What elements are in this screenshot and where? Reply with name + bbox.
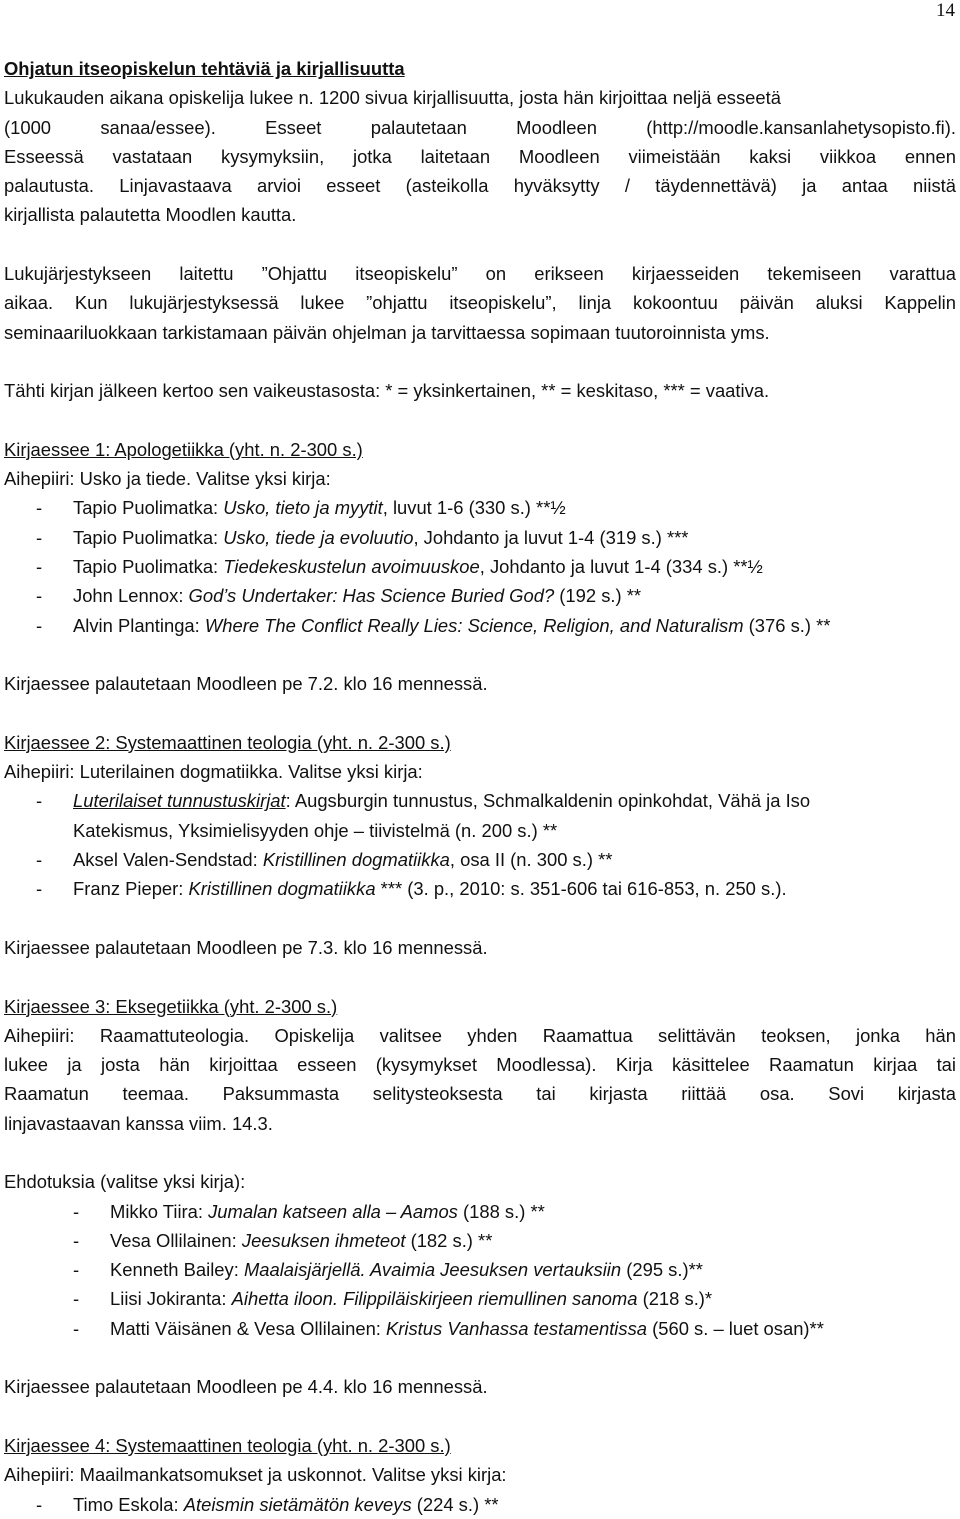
list-item: - Mikko Tiira: Jumalan katseen alla – Aamos (188 s.) **: [73, 1200, 545, 1222]
list-item: - Alvin Plantinga: Where The Conflict Really Lies: Science, Religion, and Naturalism (376 s.) **: [36, 614, 831, 636]
document-body: [4, 54, 956, 1519]
list-item: - Matti Väisänen & Vesa Ollilainen: Kristus Vanhassa testamentissa (560 s. – luet osan)**: [73, 1317, 824, 1339]
paragraph-line: seminaariluokkaan tarkistamaan päivän ohjelman ja tarvittaessa sopimaan tuutoroinnista yms.: [4, 321, 770, 343]
essay3-deadline: Kirjaessee palautetaan Moodleen pe 4.4. klo 16 mennessä.: [4, 1376, 488, 1398]
paragraph-line: Aihepiiri: Raamattuteologia. Opiskelija valitsee yhden Raamattua selittävän teoksen, jonka hän: [4, 1024, 956, 1046]
paragraph-line: (1000 sanaa/essee). Esseet palautetaan Moodleen (http://moodle.kansanlahetysopisto.fi).: [4, 116, 956, 138]
list-item: - Tapio Puolimatka: Usko, tiede ja evoluutio, Johdanto ja luvut 1-4 (319 s.) ***: [36, 526, 689, 548]
list-item: - John Lennox: God’s Undertaker: Has Science Buried God? (192 s.) **: [36, 585, 642, 607]
page-number: 14: [936, 0, 955, 21]
list-item: - Luterilaiset tunnustuskirjat: Augsburgin tunnustus, Schmalkaldenin opinkohdat, Vähä ja Iso: [36, 790, 811, 812]
essay1-heading: Kirjaessee 1: Apologetiikka (yht. n. 2-300 s.): [4, 438, 363, 460]
list-item: - Aksel Valen-Sendstad: Kristillinen dogmatiikka, osa II (n. 300 s.) **: [36, 849, 613, 871]
essay1-topic: Aihepiiri: Usko ja tiede. Valitse yksi kirja:: [4, 468, 331, 490]
stars-note: Tähti kirjan jälkeen kertoo sen vaikeustasosta: * = yksinkertainen, ** = keskitaso, *** = vaativa.: [4, 380, 770, 402]
paragraph-line: palautusta. Linjavastaava arvioi esseet (asteikolla hyväksytty / täydennettävä) ja antaa niistä: [4, 175, 956, 197]
paragraph-line: Lukujärjestykseen laitettu ”Ohjattu itseopiskelu” on erikseen kirjaesseiden tekemiseen varattua: [4, 263, 956, 285]
list-item: - Tapio Puolimatka: Usko, tieto ja myytit, luvut 1-6 (330 s.) **½: [36, 497, 566, 519]
paragraph-line: Esseessä vastataan kysymyksiin, jotka laitetaan Moodleen viimeistään kaksi viikkoa ennen: [4, 145, 956, 167]
paragraph-line: Raamatun teemaa. Paksummasta selitysteoksesta tai kirjasta riittää osa. Sovi kirjasta: [4, 1083, 956, 1105]
essay4-topic: Aihepiiri: Maailmankatsomukset ja uskonnot. Valitse yksi kirja:: [4, 1464, 507, 1486]
list-item: - Vesa Ollilainen: Jeesuksen ihmeteot (182 s.) **: [73, 1229, 493, 1251]
paragraph-line: Lukukauden aikana opiskelija lukee n. 1200 sivua kirjallisuutta, josta hän kirjoittaa neljä esseetä: [4, 87, 781, 109]
list-item: - Franz Pieper: Kristillinen dogmatiikka *** (3. p., 2010: s. 351-606 tai 616-853, n. 250 s.).: [36, 878, 787, 900]
essay2-heading: Kirjaessee 2: Systemaattinen teologia (yht. n. 2-300 s.): [4, 731, 451, 753]
list-item: - Timo Eskola: Ateismin sietämätön keveys (224 s.) **: [36, 1493, 499, 1515]
paragraph-line: linjavastaavan kanssa viim. 14.3.: [4, 1112, 273, 1134]
suggestions-label: Ehdotuksia (valitse yksi kirja):: [4, 1171, 246, 1193]
essay4-heading: Kirjaessee 4: Systemaattinen teologia (yht. n. 2-300 s.): [4, 1434, 451, 1456]
list-item: - Tapio Puolimatka: Tiedekeskustelun avoimuuskoe, Johdanto ja luvut 1-4 (334 s.) **½: [36, 556, 763, 578]
essay3-heading: Kirjaessee 3: Eksegetiikka (yht. 2-300 s.): [4, 995, 338, 1017]
paragraph-line: kirjallista palautetta Moodlen kautta.: [4, 204, 297, 226]
list-item-continuation: Katekismus, Yksimielisyyden ohje – tiivistelmä (n. 200 s.) **: [73, 819, 558, 841]
list-item: - Liisi Jokiranta: Aihetta iloon. Filippiläiskirjeen riemullinen sanoma (218 s.)*: [73, 1288, 713, 1310]
list-item: - Kenneth Bailey: Maalaisjärjellä. Avaimia Jeesuksen vertauksiin (295 s.)**: [73, 1259, 703, 1281]
essay2-topic: Aihepiiri: Luterilainen dogmatiikka. Valitse yksi kirja:: [4, 761, 423, 783]
section-title: Ohjatun itseopiskelun tehtäviä ja kirjallisuutta: [4, 58, 405, 79]
essay2-deadline: Kirjaessee palautetaan Moodleen pe 7.3. klo 16 mennessä.: [4, 936, 488, 958]
paragraph-line: lukee ja josta hän kirjoittaa esseen (kysymykset Moodlessa). Kirja käsittelee Raamatun kirjaa tai: [4, 1054, 956, 1076]
paragraph-line: aikaa. Kun lukujärjestyksessä lukee ”ohjattu itseopiskelu”, linja kokoontuu päivän aluksi Kappelin: [4, 292, 956, 314]
essay1-deadline: Kirjaessee palautetaan Moodleen pe 7.2. klo 16 mennessä.: [4, 673, 488, 695]
